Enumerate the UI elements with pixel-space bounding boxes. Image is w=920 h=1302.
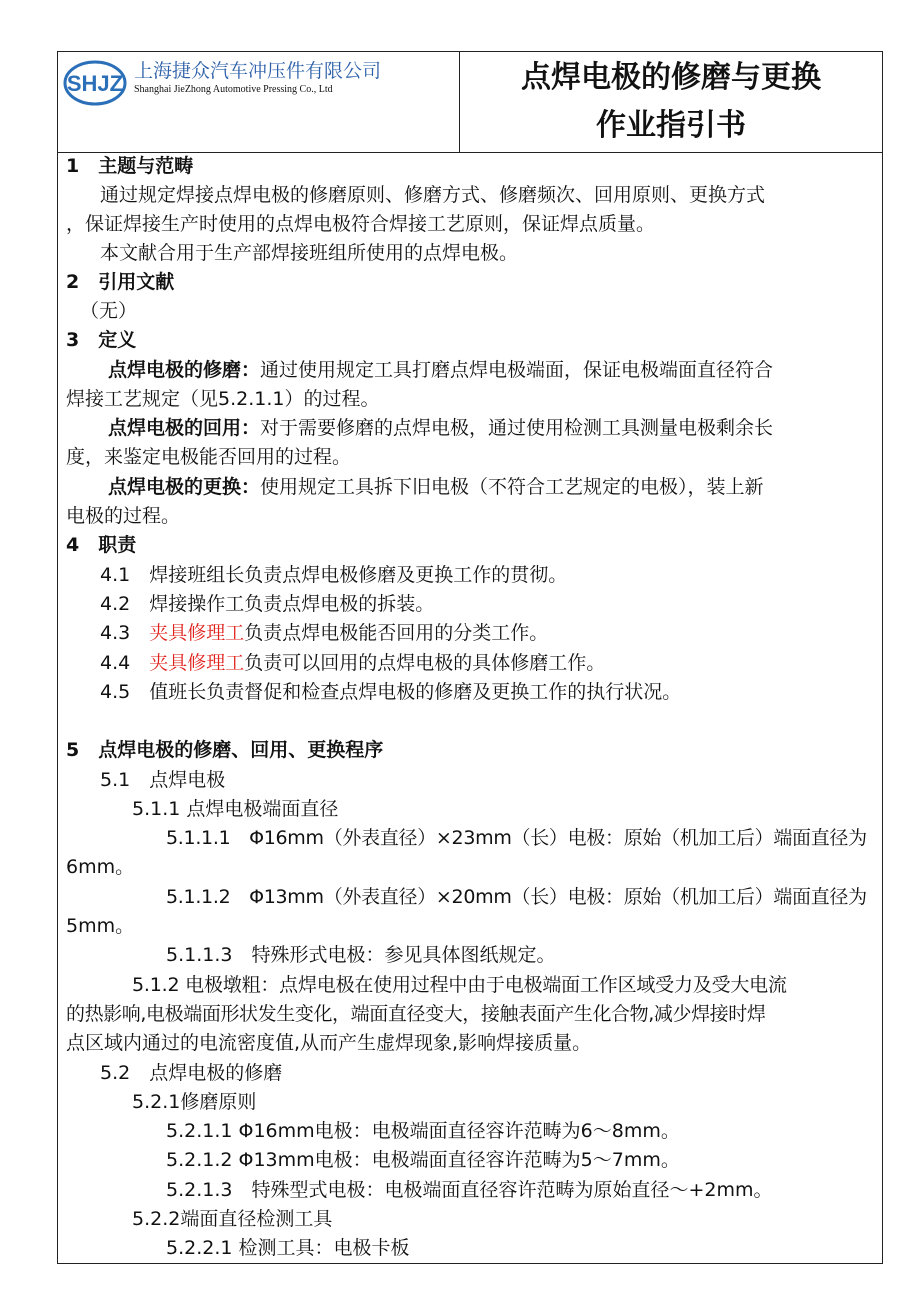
item-5-2-1-2: 5.2.1.2 Φ13mm电极：电极端面直径容许范畴为5～7mm。	[166, 1149, 680, 1171]
item-5-2-2-1: 5.2.2.1 检测工具：电极卡板	[166, 1237, 410, 1259]
subsection-5-2-1: 5.2.1修磨原则	[132, 1091, 257, 1113]
item-text: 负责可以回用的点焊电极的具体修磨工作。	[244, 652, 606, 674]
item-5-1-1-1-cont: 6mm。	[66, 856, 135, 878]
item-number: 4.4	[100, 652, 150, 674]
references-none: （无）	[80, 300, 138, 322]
definition-replace	[108, 475, 764, 499]
item-5-1-1-3: 5.1.1.3 特殊形式电极：参见具体图纸规定。	[166, 944, 556, 966]
highlight-role: 夹具修理工	[149, 622, 245, 644]
item-5-2-1-3: 5.2.1.3 特殊型式电极：电极端面直径容许范畴为原始直径～+2mm。	[166, 1179, 773, 1201]
definition-text: 使用规定工具拆下旧电极（不符合工艺规定的电极），装上新	[260, 476, 764, 498]
subsection-5-1: 5.1 点焊电极	[100, 769, 226, 791]
responsibility-4-1: 4.1 焊接班组长负责点焊电极修磨及更换工作的贯彻。	[100, 564, 568, 586]
title-line-2: 作业指引书	[596, 108, 746, 143]
responsibility-4-5: 4.5 值班长负责督促和检查点焊电极的修磨及更换工作的执行状况。	[100, 681, 682, 703]
responsibility-4-2: 4.2 焊接操作工负责点焊电极的拆装。	[100, 593, 435, 615]
document-frame	[57, 51, 883, 1264]
definition-text: 对于需要修磨的点焊电极，通过使用检测工具测量电极剩余长	[260, 417, 774, 439]
definition-reuse-cont: 度，来鉴定电极能否回用的过程。	[66, 446, 352, 468]
company-block	[58, 52, 460, 152]
subsection-5-2: 5.2 点焊电极的修磨	[100, 1062, 283, 1084]
subsection-5-2-2: 5.2.2端面直径检测工具	[132, 1208, 333, 1230]
title-line-1: 点焊电极的修磨与更换	[521, 60, 821, 95]
responsibility-4-4	[100, 651, 605, 675]
definition-replace-cont: 电极的过程。	[66, 505, 181, 527]
item-text: 负责点焊电极能否回用的分类工作。	[244, 622, 549, 644]
definition-text: 通过使用规定工具打磨点焊电极端面，保证电极端面直径符合	[260, 359, 774, 381]
definition-grinding-cont: 焊接工艺规定（见5.2.1.1）的过程。	[66, 388, 380, 410]
document-title	[460, 52, 882, 152]
item-number: 4.3	[100, 622, 150, 644]
document-header	[58, 52, 882, 153]
section-1-heading: 1 主题与范畴	[66, 155, 194, 177]
item-5-1-2-cont-1: 的热影响,电极端面形状发生变化，端面直径变大，接触表面产生化合物,减少焊接时焊	[66, 1003, 766, 1025]
item-5-1-1-2: 5.1.1.2 Φ13mm（外表直径）×20mm（长）电极：原始（机加工后）端面直径为	[166, 886, 867, 908]
definition-term: 点焊电极的修磨：	[108, 359, 261, 381]
definition-reuse	[108, 416, 773, 440]
item-5-1-1-1: 5.1.1.1 Φ16mm（外表直径）×23mm（长）电极：原始（机加工后）端面直径为	[166, 827, 867, 849]
company-name-en: Shanghai JieZhong Automotive Pressing Co., Ltd	[134, 84, 333, 95]
definition-term: 点焊电极的回用：	[108, 417, 261, 439]
highlight-role: 夹具修理工	[149, 652, 245, 674]
section-4-heading: 4 职责	[66, 534, 137, 556]
company-logo-icon	[62, 58, 132, 106]
scope-paragraph-line-1: 通过规定焊接点焊电极的修磨原则、修磨方式、修磨频次、回用原则、更换方式	[100, 184, 766, 206]
section-5-heading: 5 点焊电极的修磨、回用、更换程序	[66, 739, 384, 761]
item-5-2-1-1: 5.2.1.1 Φ16mm电极：电极端面直径容许范畴为6～8mm。	[166, 1120, 680, 1142]
scope-paragraph-line-2: ，保证焊接生产时使用的点焊电极符合焊接工艺原则，保证焊点质量。	[66, 213, 656, 235]
section-2-heading: 2 引用文献	[66, 271, 175, 293]
definition-term: 点焊电极的更换：	[108, 476, 261, 498]
item-5-1-1-2-cont: 5mm。	[66, 915, 135, 937]
subsection-5-1-1: 5.1.1 点焊电极端面直径	[132, 798, 339, 820]
item-5-1-2-cont-2: 点区域内通过的电流密度值,从而产生虚焊现象,影响焊接质量。	[66, 1032, 592, 1054]
item-5-1-2: 5.1.2 电极墩粗：点焊电极在使用过程中由于电极端面工作区域受力及受大电流	[132, 974, 787, 996]
responsibility-4-3	[100, 621, 548, 645]
definition-grinding	[108, 358, 773, 382]
scope-paragraph-2: 本文献合用于生产部焊接班组所使用的点焊电极。	[100, 242, 519, 264]
logo-letters: SHJZ	[66, 71, 124, 96]
section-3-heading: 3 定义	[66, 329, 137, 351]
company-name-cn: 上海捷众汽车冲压件有限公司	[134, 60, 382, 82]
